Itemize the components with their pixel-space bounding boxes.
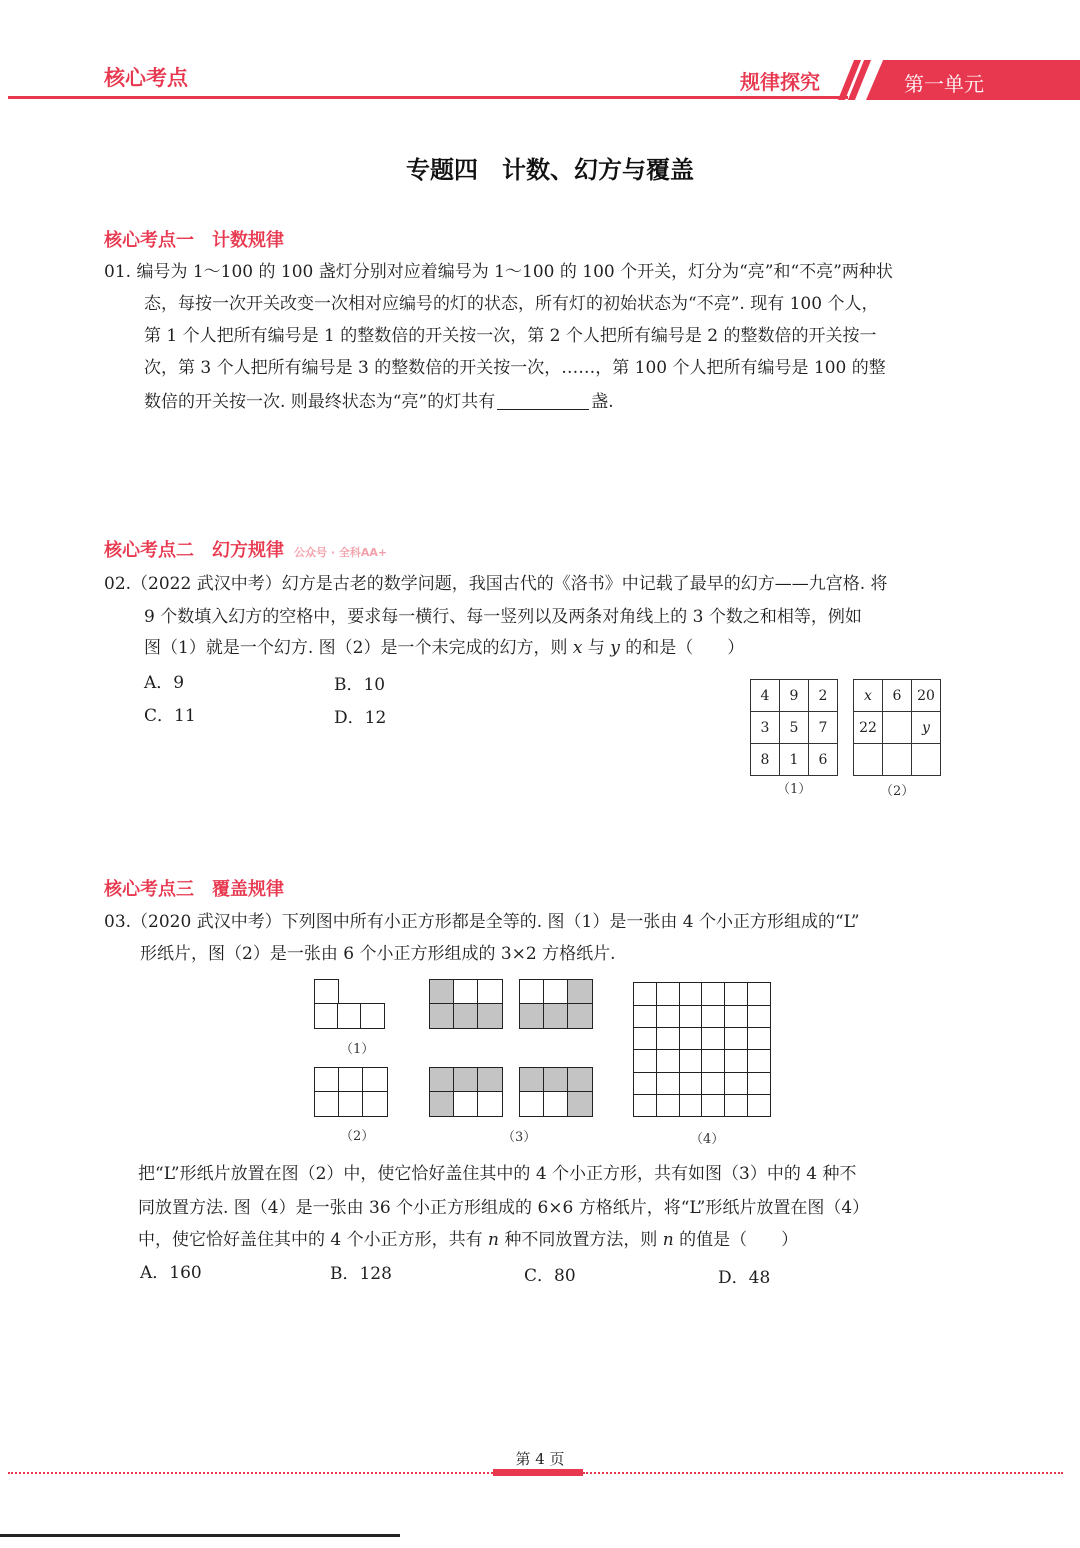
question-1-line-5: 数倍的开关按一次. 则最终状态为“亮”的灯共有 盏. xyxy=(144,392,614,412)
figure-3-placement-2 xyxy=(520,980,592,1028)
square1-cell: 8 xyxy=(751,744,780,776)
figure-1-caption: （1） xyxy=(340,1042,375,1057)
question-1-line-3: 第 1 个人把所有编号是 1 的整数倍的开关按一次，第 2 个人把所有编号是 2 的整数倍的开关按一 xyxy=(144,326,877,346)
grid-cell xyxy=(314,1003,338,1028)
square1-cell: 7 xyxy=(809,712,838,744)
grid-cell-shaded xyxy=(567,979,592,1004)
header-rule xyxy=(8,96,848,99)
grid-cell-shaded xyxy=(477,1003,502,1028)
question-3-line-2: 形纸片，图（2）是一张由 6 个小正方形组成的 3×2 方格纸片. xyxy=(140,944,616,964)
grid-cell xyxy=(656,1049,680,1073)
grid-cell xyxy=(724,1005,748,1029)
square2-cell: 20 xyxy=(912,680,941,712)
grid-cell xyxy=(337,1003,361,1028)
grid-cell xyxy=(701,1072,725,1096)
grid-cell xyxy=(724,1072,748,1096)
square2-cell: 22 xyxy=(854,712,883,744)
square1-cell: 2 xyxy=(809,680,838,712)
grid-cell-shaded xyxy=(519,1003,544,1028)
square1-cell: 4 xyxy=(751,680,780,712)
question-3-para-2: 同放置方法. 图（4）是一张由 36 个小正方形组成的 6×6 方格纸片，将“L”形纸片放置在图（4） xyxy=(138,1198,870,1218)
magic-square-2-caption: （2） xyxy=(880,784,915,799)
grid-cell-shaded xyxy=(567,1003,592,1028)
grid-cell xyxy=(453,1091,478,1116)
option-b[interactable]: B．128 xyxy=(330,1264,392,1284)
option-a[interactable]: A．9 xyxy=(144,673,185,693)
grid-cell-shaded xyxy=(453,1003,478,1028)
grid-cell xyxy=(633,1005,657,1029)
magic-square-2 xyxy=(853,679,941,776)
question-1-line-4: 次，第 3 个人把所有编号是 3 的整数倍的开关按一次，……，第 100 个人把所有编号是 100 的整 xyxy=(144,358,886,378)
grid-cell xyxy=(656,1072,680,1096)
grid-cell xyxy=(656,1094,680,1118)
question-3-para-3: 中，使它恰好盖住其中的 4 个小正方形，共有 n 种不同放置方法，则 n 的值是（ ） xyxy=(138,1230,799,1250)
grid-cell xyxy=(633,1072,657,1096)
question-3-para-1: 把“L”形纸片放置在图（2）中，使它恰好盖住其中的 4 个小正方形，共有如图（3）中的 4 种不 xyxy=(138,1164,857,1184)
grid-cell xyxy=(362,1067,387,1092)
grid-cell xyxy=(747,1049,771,1073)
grid-cell xyxy=(543,979,568,1004)
question-3-line-1: 03.（2020 武汉中考）下列图中所有小正方形都是全等的. 图（1）是一张由 4 个小正方形组成的“L” xyxy=(104,912,860,932)
page-number: 第 4 页 xyxy=(515,1450,565,1468)
square2-cell: x xyxy=(854,680,883,712)
grid-cell xyxy=(633,1027,657,1051)
option-d[interactable]: D．48 xyxy=(718,1268,771,1288)
header-unit-label: 第一单元 xyxy=(904,72,984,96)
grid-cell xyxy=(747,1094,771,1118)
square2-cell xyxy=(912,744,941,776)
square2-cell: 6 xyxy=(883,680,912,712)
footer-dotted-rule-left xyxy=(8,1472,493,1474)
grid-cell-shaded xyxy=(429,1003,454,1028)
grid-cell xyxy=(747,982,771,1006)
grid-cell xyxy=(656,1005,680,1029)
grid-cell xyxy=(701,1027,725,1051)
square1-cell: 1 xyxy=(780,744,809,776)
option-d[interactable]: D．12 xyxy=(334,708,387,728)
grid-cell xyxy=(701,982,725,1006)
square1-cell: 5 xyxy=(780,712,809,744)
grid-cell-shaded xyxy=(477,1067,502,1092)
square2-cell xyxy=(854,744,883,776)
grid-cell-shaded xyxy=(567,1067,592,1092)
grid-cell xyxy=(724,982,748,1006)
figure-4-caption: （4） xyxy=(690,1132,725,1147)
option-a[interactable]: A．160 xyxy=(140,1263,202,1283)
grid-cell xyxy=(633,1049,657,1073)
figure-3-placement-3 xyxy=(430,1068,502,1116)
section-heading-counting: 核心考点一 计数规律 xyxy=(104,230,284,251)
option-b[interactable]: B．10 xyxy=(334,675,386,695)
grid-cell xyxy=(724,1049,748,1073)
grid-cell xyxy=(679,1027,703,1051)
grid-empty xyxy=(360,979,384,1004)
grid-empty xyxy=(337,979,361,1004)
square2-cell: y xyxy=(912,712,941,744)
grid-cell xyxy=(633,1094,657,1118)
grid-cell xyxy=(314,979,338,1004)
question-1-line-2: 态，每按一次开关改变一次相对应编号的灯的状态，所有灯的初始状态为“不亮”. 现有 100 个人， xyxy=(144,294,879,314)
grid-cell xyxy=(679,982,703,1006)
grid-cell xyxy=(724,1027,748,1051)
option-c[interactable]: C．80 xyxy=(524,1266,576,1286)
grid-cell xyxy=(519,1091,544,1116)
grid-cell xyxy=(701,1049,725,1073)
square1-cell: 9 xyxy=(780,680,809,712)
grid-cell xyxy=(633,982,657,1006)
grid-cell xyxy=(477,979,502,1004)
question-2-line-2: 9 个数填入幻方的空格中，要求每一横行、每一竖列以及两条对角线上的 3 个数之和相等，例如 xyxy=(144,607,862,627)
grid-cell-shaded xyxy=(543,1003,568,1028)
grid-cell-shaded xyxy=(453,1067,478,1092)
question-1-line-1: 01. 编号为 1～100 的 100 盏灯分别对应着编号为 1～100 的 100 个开关，灯分为“亮”和“不亮”两种状 xyxy=(104,262,893,282)
grid-cell xyxy=(543,1091,568,1116)
square2-cell xyxy=(883,744,912,776)
figure-3-placement-1 xyxy=(430,980,502,1028)
grid-cell xyxy=(338,1091,363,1116)
footer-dotted-rule-right xyxy=(583,1472,1063,1474)
grid-cell xyxy=(747,1027,771,1051)
figure-3-caption: （3） xyxy=(502,1130,537,1145)
question-2-line-1: 02.（2022 武汉中考）幻方是古老的数学问题，我国古代的《洛书》中记载了最早的幻方——九宫格. 将 xyxy=(104,574,888,594)
grid-cell xyxy=(656,1027,680,1051)
footer-accent-bar xyxy=(493,1469,583,1476)
grid-cell-shaded xyxy=(543,1067,568,1092)
grid-cell xyxy=(701,1094,725,1118)
grid-cell xyxy=(477,1091,502,1116)
grid-cell xyxy=(747,1072,771,1096)
magic-square-1 xyxy=(750,679,838,776)
square2-cell xyxy=(883,712,912,744)
grid-cell-shaded xyxy=(429,979,454,1004)
grid-cell xyxy=(360,1003,384,1028)
grid-cell-shaded xyxy=(429,1091,454,1116)
section-heading-covering: 核心考点三 覆盖规律 xyxy=(104,879,284,900)
answer-blank[interactable] xyxy=(497,390,589,410)
grid-cell xyxy=(701,1005,725,1029)
grid-cell xyxy=(656,982,680,1006)
header-left-label: 核心考点 xyxy=(104,66,188,90)
grid-cell xyxy=(362,1091,387,1116)
grid-cell xyxy=(519,979,544,1004)
figure-4-grid xyxy=(634,983,770,1117)
magic-square-1-caption: （1） xyxy=(777,782,812,797)
grid-cell-shaded xyxy=(567,1091,592,1116)
grid-cell xyxy=(747,1005,771,1029)
figure-1-l-shape xyxy=(315,980,384,1028)
option-c[interactable]: C．11 xyxy=(144,706,196,726)
page-title: 专题四 计数、幻方与覆盖 xyxy=(406,155,694,184)
question-2-line-3: 图（1）就是一个幻方. 图（2）是一个未完成的幻方，则 x 与 y 的和是（ ） xyxy=(144,638,745,658)
grid-cell xyxy=(679,1049,703,1073)
figure-3-placement-4 xyxy=(520,1068,592,1116)
grid-cell xyxy=(724,1094,748,1118)
grid-cell xyxy=(679,1094,703,1118)
grid-cell xyxy=(314,1091,339,1116)
square1-cell: 6 xyxy=(809,744,838,776)
grid-cell xyxy=(314,1067,339,1092)
watermark: 公众号 · 全科AA+ xyxy=(294,546,388,559)
grid-cell-shaded xyxy=(519,1067,544,1092)
grid-cell-shaded xyxy=(429,1067,454,1092)
grid-cell xyxy=(453,979,478,1004)
grid-cell xyxy=(338,1067,363,1092)
section-heading-magic-square: 核心考点二 幻方规律 公众号 · 全科AA+ xyxy=(104,540,388,561)
header-section-label: 规律探究 xyxy=(740,70,820,94)
grid-cell xyxy=(679,1072,703,1096)
square1-cell: 3 xyxy=(751,712,780,744)
scan-edge-line xyxy=(0,1534,400,1537)
figure-2-caption: （2） xyxy=(340,1129,375,1144)
grid-cell xyxy=(679,1005,703,1029)
figure-2-grid xyxy=(315,1068,387,1116)
